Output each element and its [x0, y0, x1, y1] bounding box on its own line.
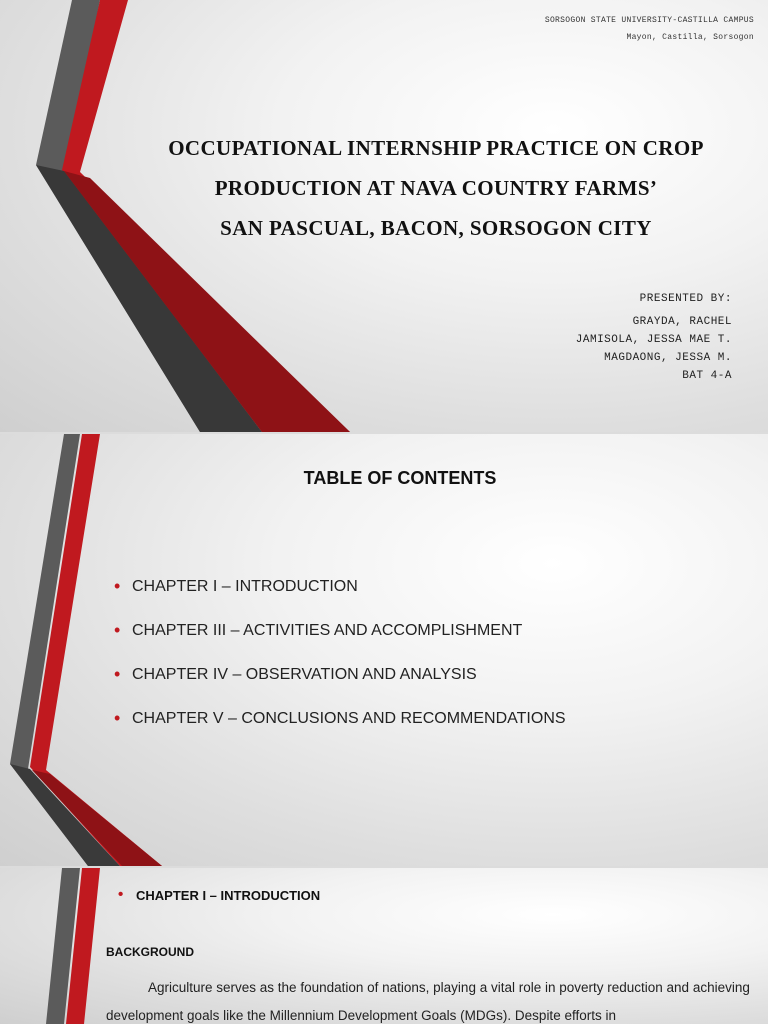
title-line-2: PRODUCTION AT NAVA COUNTRY FARMS’	[214, 176, 658, 200]
chapter-slide	[0, 868, 768, 1024]
toc-item[interactable]	[114, 620, 566, 664]
toc-slide	[0, 434, 768, 866]
body-paragraph: Agriculture serves as the foundation of nations, playing a vital role in poverty reduction and achieving development goals like the Millennium Development Goals (MDGs). Despite efforts in	[106, 980, 750, 1023]
university-location: Mayon, Castilla, Sorsogon	[626, 33, 754, 42]
toc-item-label: CHAPTER I – INTRODUCTION	[132, 578, 358, 595]
presenter-name: JAMISOLA, JESSA MAE T.	[575, 334, 732, 346]
presenters-block	[576, 290, 732, 385]
toc-item-label: CHAPTER IV – OBSERVATION AND ANALYSIS	[132, 666, 477, 683]
bullet-icon: •	[114, 664, 121, 684]
title-line-3: SAN PASCUAL, BACON, SORSOGON CITY	[220, 216, 652, 240]
section-heading: BACKGROUND	[106, 945, 194, 959]
bullet-icon: •	[118, 886, 124, 903]
bullet-icon: •	[114, 576, 121, 596]
toc-title: TABLE OF CONTENTS	[303, 468, 497, 488]
chapter-heading	[118, 888, 320, 903]
toc-list	[114, 576, 566, 752]
chapter-heading-label: CHAPTER I – INTRODUCTION	[136, 888, 321, 903]
toc-item[interactable]	[114, 576, 566, 620]
toc-item-label: CHAPTER V – CONCLUSIONS AND RECOMMENDATIONS	[132, 710, 566, 727]
section-label: BAT 4-A	[682, 370, 732, 382]
title-line-1: OCCUPATIONAL INTERNSHIP PRACTICE ON CROP	[168, 136, 704, 160]
toc-item[interactable]	[114, 708, 566, 752]
toc-item-label: CHAPTER III – ACTIVITIES AND ACCOMPLISHMENT	[132, 622, 523, 639]
bullet-icon: •	[114, 708, 121, 728]
presented-by-label: PRESENTED BY:	[639, 293, 732, 305]
presenter-name: GRAYDA, RACHEL	[632, 316, 732, 328]
university-name: SORSOGON STATE UNIVERSITY-CASTILLA CAMPUS	[544, 16, 754, 25]
bullet-icon: •	[114, 620, 121, 640]
presentation-title	[128, 128, 744, 248]
toc-item[interactable]	[114, 664, 566, 708]
presenter-name: MAGDAONG, JESSA M.	[604, 352, 732, 364]
title-slide	[0, 0, 768, 432]
university-header	[545, 12, 754, 46]
